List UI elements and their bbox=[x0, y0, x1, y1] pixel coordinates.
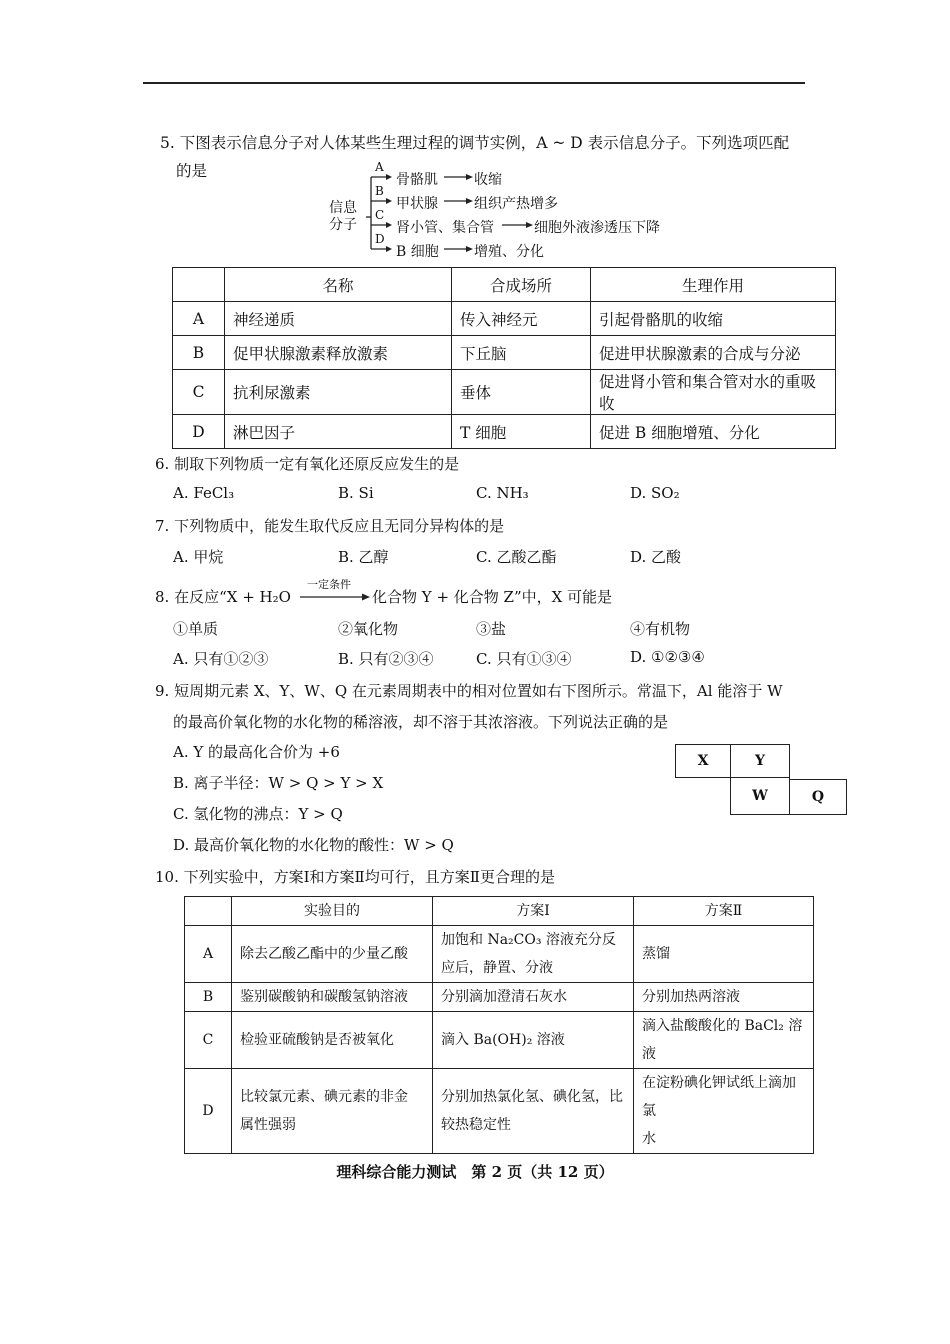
q6-option-c[interactable]: C. NH₃ bbox=[476, 484, 529, 502]
q5-stem-line2: 的是 bbox=[176, 162, 208, 180]
table-cell bbox=[232, 1069, 433, 1154]
diagram-source-line1: 信息 bbox=[329, 200, 357, 216]
q6-option-b[interactable]: B. Si bbox=[338, 484, 374, 502]
q8-option-c[interactable]: C. 只有①③④ bbox=[476, 650, 572, 668]
table-cell: 除去乙酸乙酯中的少量乙酸 bbox=[232, 926, 433, 983]
diagram-effect-a: 收缩 bbox=[474, 172, 502, 188]
table-cell: 促进肾小管和集合管对水的重吸收 bbox=[591, 370, 836, 415]
table-cell: 蒸馏 bbox=[634, 926, 814, 983]
cell-line: 加饱和 Na₂CO₃ 溶液充分反 bbox=[441, 932, 616, 948]
table-row bbox=[185, 1012, 814, 1069]
table-row bbox=[185, 1069, 814, 1154]
table-cell bbox=[433, 1069, 634, 1154]
table-cell: 检验亚硫酸钠是否被氧化 bbox=[232, 1012, 433, 1069]
diagram-source-line2: 分子 bbox=[329, 217, 357, 233]
q10-stem: 10. 下列实验中，方案Ⅰ和方案Ⅱ均可行，且方案Ⅱ更合理的是 bbox=[155, 868, 555, 886]
q6-option-d[interactable]: D. SO₂ bbox=[630, 484, 680, 502]
q5-stem-line1: 5. 下图表示信息分子对人体某些生理过程的调节实例，A ~ D 表示信息分子。下列选项匹配 bbox=[160, 134, 790, 152]
q8-stem-suffix: 化合物 Y + 化合物 Z”中，X 可能是 bbox=[372, 588, 613, 606]
q9-stem-line1: 9. 短周期元素 X、Y、W、Q 在元素周期表中的相对位置如右下图所示。常温下，Al 能溶于 W bbox=[155, 682, 783, 700]
table-cell: D bbox=[173, 415, 225, 449]
diagram-letter-b: B bbox=[375, 184, 384, 198]
page-footer: 理科综合能力测试 第 2 页（共 12 页） bbox=[336, 1163, 614, 1181]
q8-item-4: ④有机物 bbox=[630, 620, 691, 638]
diagram-letter-d: D bbox=[375, 232, 385, 246]
header-rule bbox=[143, 82, 805, 84]
table-row bbox=[185, 983, 814, 1012]
cell-line: 分别加热氯化氢、碘化氢，比 bbox=[441, 1089, 623, 1105]
table-header-cell: 方案Ⅱ bbox=[634, 897, 814, 926]
table-cell: A bbox=[173, 302, 225, 336]
cell-line: 较热稳定性 bbox=[441, 1117, 511, 1133]
q10-table bbox=[184, 896, 814, 1154]
table-cell: D bbox=[185, 1069, 232, 1154]
table-row bbox=[173, 302, 836, 336]
q7-option-a[interactable]: A. 甲烷 bbox=[173, 548, 224, 566]
table-header-row bbox=[173, 268, 836, 302]
q9-option-b[interactable]: B. 离子半径：W > Q > Y > X bbox=[173, 774, 384, 792]
diagram-letter-a: A bbox=[375, 160, 384, 174]
table-header-cell: 生理作用 bbox=[591, 268, 836, 302]
cell-line: 属性强弱 bbox=[240, 1117, 296, 1133]
q8-option-d[interactable]: D. ①②③④ bbox=[630, 648, 705, 666]
table-cell: C bbox=[173, 370, 225, 415]
q7-option-b[interactable]: B. 乙醇 bbox=[338, 548, 389, 566]
table-cell: 抗利尿激素 bbox=[225, 370, 452, 415]
table-row bbox=[185, 926, 814, 983]
diagram-target-c: 肾小管、集合管 bbox=[396, 220, 494, 236]
q9-stem-line2: 的最高价氧化物的水化物的稀溶液，却不溶于其浓溶液。下列说法正确的是 bbox=[173, 713, 669, 731]
grid-cell-y: Y bbox=[730, 744, 790, 778]
table-cell: 促进甲状腺激素的合成与分泌 bbox=[591, 336, 836, 370]
diagram-effect-c: 细胞外液渗透压下降 bbox=[534, 220, 660, 236]
table-header-cell bbox=[185, 897, 232, 926]
q8-item-2: ②氧化物 bbox=[338, 620, 399, 638]
table-cell: 鉴别碳酸钠和碳酸氢钠溶液 bbox=[232, 983, 433, 1012]
q9-option-d[interactable]: D. 最高价氧化物的水化物的酸性：W > Q bbox=[173, 836, 454, 854]
table-cell: C bbox=[185, 1012, 232, 1069]
q7-option-c[interactable]: C. 乙酸乙酯 bbox=[476, 548, 557, 566]
table-cell: 分别滴加澄清石灰水 bbox=[433, 983, 634, 1012]
cell-line: 在淀粉碘化钾试纸上滴加氯 bbox=[642, 1075, 796, 1119]
table-cell: B bbox=[185, 983, 232, 1012]
table-row bbox=[173, 370, 836, 415]
diagram-arrows bbox=[440, 170, 540, 260]
q7-option-d[interactable]: D. 乙酸 bbox=[630, 548, 682, 566]
table-cell: 神经递质 bbox=[225, 302, 452, 336]
diagram-effect-b: 组织产热增多 bbox=[474, 196, 558, 212]
table-cell: B bbox=[173, 336, 225, 370]
table-cell: 分别加热两溶液 bbox=[634, 983, 814, 1012]
diagram-target-b: 甲状腺 bbox=[396, 196, 438, 212]
cell-line: 比较氯元素、碘元素的非金 bbox=[240, 1089, 408, 1105]
table-cell bbox=[634, 1069, 814, 1154]
table-header-cell: 名称 bbox=[225, 268, 452, 302]
cell-line: 应后，静置、分液 bbox=[441, 960, 553, 976]
diagram-target-a: 骨骼肌 bbox=[396, 172, 438, 188]
diagram-target-d: B 细胞 bbox=[396, 244, 439, 260]
grid-cell-x: X bbox=[675, 744, 731, 778]
q8-condition: 一定条件 bbox=[307, 578, 351, 591]
table-cell: 促甲状腺激素释放激素 bbox=[225, 336, 452, 370]
table-cell: 淋巴因子 bbox=[225, 415, 452, 449]
cell-line: 水 bbox=[642, 1131, 656, 1147]
table-cell: 传入神经元 bbox=[452, 302, 591, 336]
table-cell: 下丘脑 bbox=[452, 336, 591, 370]
q9-option-a[interactable]: A. Y 的最高化合价为 +6 bbox=[173, 743, 340, 761]
table-row bbox=[173, 415, 836, 449]
q6-option-a[interactable]: A. FeCl₃ bbox=[173, 484, 235, 502]
q8-option-a[interactable]: A. 只有①②③ bbox=[173, 650, 269, 668]
table-cell: 滴入 Ba(OH)₂ 溶液 bbox=[433, 1012, 634, 1069]
q9-option-c[interactable]: C. 氢化物的沸点：Y > Q bbox=[173, 805, 343, 823]
grid-cell-w: W bbox=[730, 777, 790, 815]
table-cell: T 细胞 bbox=[452, 415, 591, 449]
table-cell: 促进 B 细胞增殖、分化 bbox=[591, 415, 836, 449]
table-header-row bbox=[185, 897, 814, 926]
table-cell: A bbox=[185, 926, 232, 983]
diagram-letter-c: C bbox=[375, 208, 385, 222]
table-header-cell bbox=[173, 268, 225, 302]
q5-table bbox=[172, 267, 836, 449]
table-header-cell: 方案Ⅰ bbox=[433, 897, 634, 926]
diagram-effect-d: 增殖、分化 bbox=[474, 244, 544, 260]
grid-cell-q: Q bbox=[789, 779, 847, 815]
table-row bbox=[173, 336, 836, 370]
q6-stem: 6. 制取下列物质一定有氧化还原反应发生的是 bbox=[155, 455, 460, 473]
q8-stem-prefix: 8. 在反应“X + H₂O bbox=[155, 588, 291, 606]
q7-stem: 7. 下列物质中，能发生取代反应且无同分异构体的是 bbox=[155, 517, 505, 535]
table-cell: 引起骨骼肌的收缩 bbox=[591, 302, 836, 336]
table-cell: 垂体 bbox=[452, 370, 591, 415]
table-header-cell: 合成场所 bbox=[452, 268, 591, 302]
table-cell bbox=[433, 926, 634, 983]
table-header-cell: 实验目的 bbox=[232, 897, 433, 926]
table-cell: 滴入盐酸酸化的 BaCl₂ 溶液 bbox=[634, 1012, 814, 1069]
q8-item-1: ①单质 bbox=[173, 620, 219, 638]
reaction-arrow-icon bbox=[298, 592, 372, 602]
q8-item-3: ③盐 bbox=[476, 620, 507, 638]
q8-option-b[interactable]: B. 只有②③④ bbox=[338, 650, 434, 668]
